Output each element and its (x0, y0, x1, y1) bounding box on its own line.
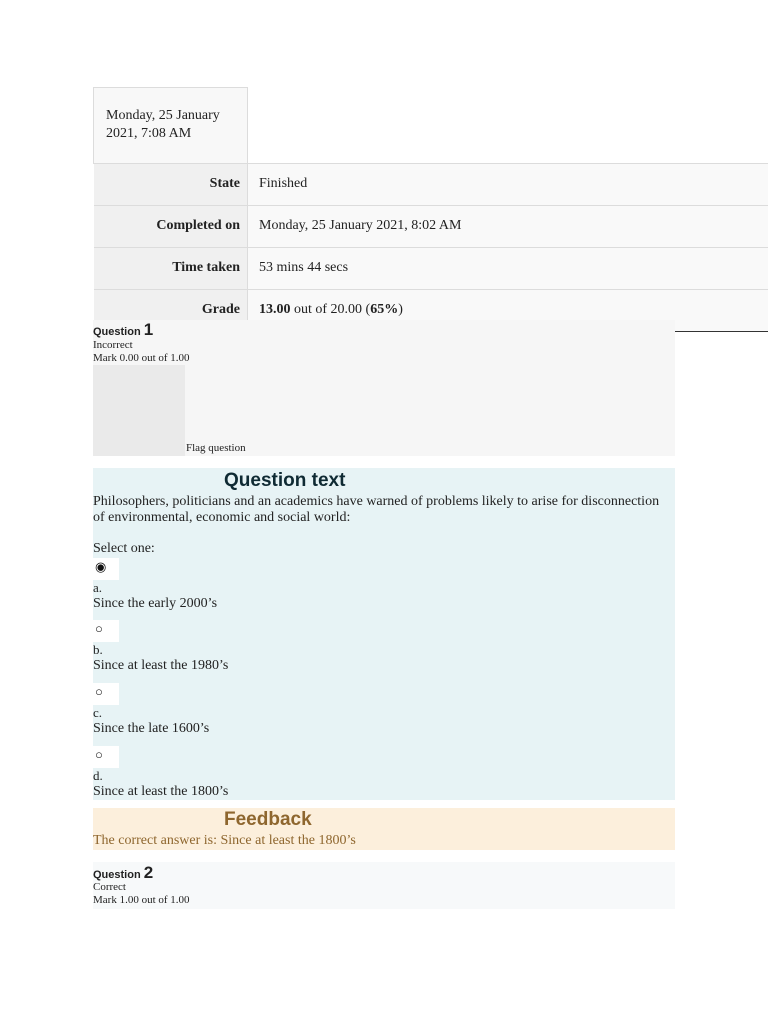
flag-icon[interactable] (93, 365, 185, 456)
radio-button[interactable] (93, 746, 119, 768)
select-one-label: Select one: (93, 541, 155, 556)
radio-empty-icon: ○ (95, 684, 103, 699)
summary-value: Finished (248, 163, 768, 205)
option-text: Since the late 1600’s (93, 721, 210, 736)
question-number: Question 1 (93, 320, 154, 339)
option-letter: b. (93, 642, 103, 657)
grade-middle: out of 20.00 ( (290, 302, 371, 317)
option-letter: d. (93, 768, 103, 783)
question-state: Incorrect (93, 339, 133, 351)
option-text: Since the early 2000’s (93, 596, 218, 611)
option-text: Since at least the 1980’s (93, 658, 229, 673)
question-1-info (93, 320, 675, 456)
summary-label: State (94, 163, 248, 205)
question-text-heading: Question text (224, 470, 346, 491)
radio-button[interactable] (93, 683, 119, 705)
flag-question-link[interactable]: Flag question (186, 442, 246, 454)
question-2-info (93, 862, 675, 909)
summary-label: Completed on (94, 205, 248, 247)
summary-value: 53 mins 44 secs (248, 247, 768, 289)
started-on-value: Monday, 25 January 2021, 7:08 AM (94, 88, 248, 164)
radio-selected-icon: ◉ (95, 559, 107, 574)
question-number: Question 2 (93, 863, 154, 882)
question-prompt: Philosophers, politicians and an academics have warned of problems likely to arise for disconnection of environmental, economic and social world: (93, 494, 660, 525)
feedback-heading: Feedback (224, 809, 312, 830)
option-text: Since at least the 1800’s (93, 784, 229, 799)
radio-button[interactable] (93, 620, 119, 642)
grade-close: ) (398, 302, 403, 317)
question-state: Correct (93, 881, 126, 893)
summary-label: Grade (94, 289, 248, 331)
radio-empty-icon: ○ (95, 621, 103, 636)
question-mark: Mark 0.00 out of 1.00 (93, 352, 190, 364)
summary-label: Time taken (94, 247, 248, 289)
attempt-summary-table (93, 87, 768, 332)
summary-row-time-taken (94, 247, 768, 289)
correct-answer-text: The correct answer is: Since at least the 1800’s (93, 833, 356, 848)
radio-empty-icon: ○ (95, 747, 103, 762)
summary-row-completed (94, 205, 768, 247)
question-number-value: 1 (143, 320, 154, 339)
feedback-panel (93, 808, 675, 850)
question-1-content (93, 468, 675, 800)
question-mark: Mark 1.00 out of 1.00 (93, 894, 190, 906)
radio-button[interactable] (93, 558, 119, 580)
option-letter: c. (93, 705, 103, 720)
option-letter: a. (93, 580, 103, 595)
summary-value: Monday, 25 January 2021, 8:02 AM (248, 205, 768, 247)
question-number-value: 2 (143, 863, 154, 882)
grade-score: 13.00 (259, 302, 291, 317)
summary-row-state (94, 163, 768, 205)
grade-percent: 65% (370, 302, 399, 317)
